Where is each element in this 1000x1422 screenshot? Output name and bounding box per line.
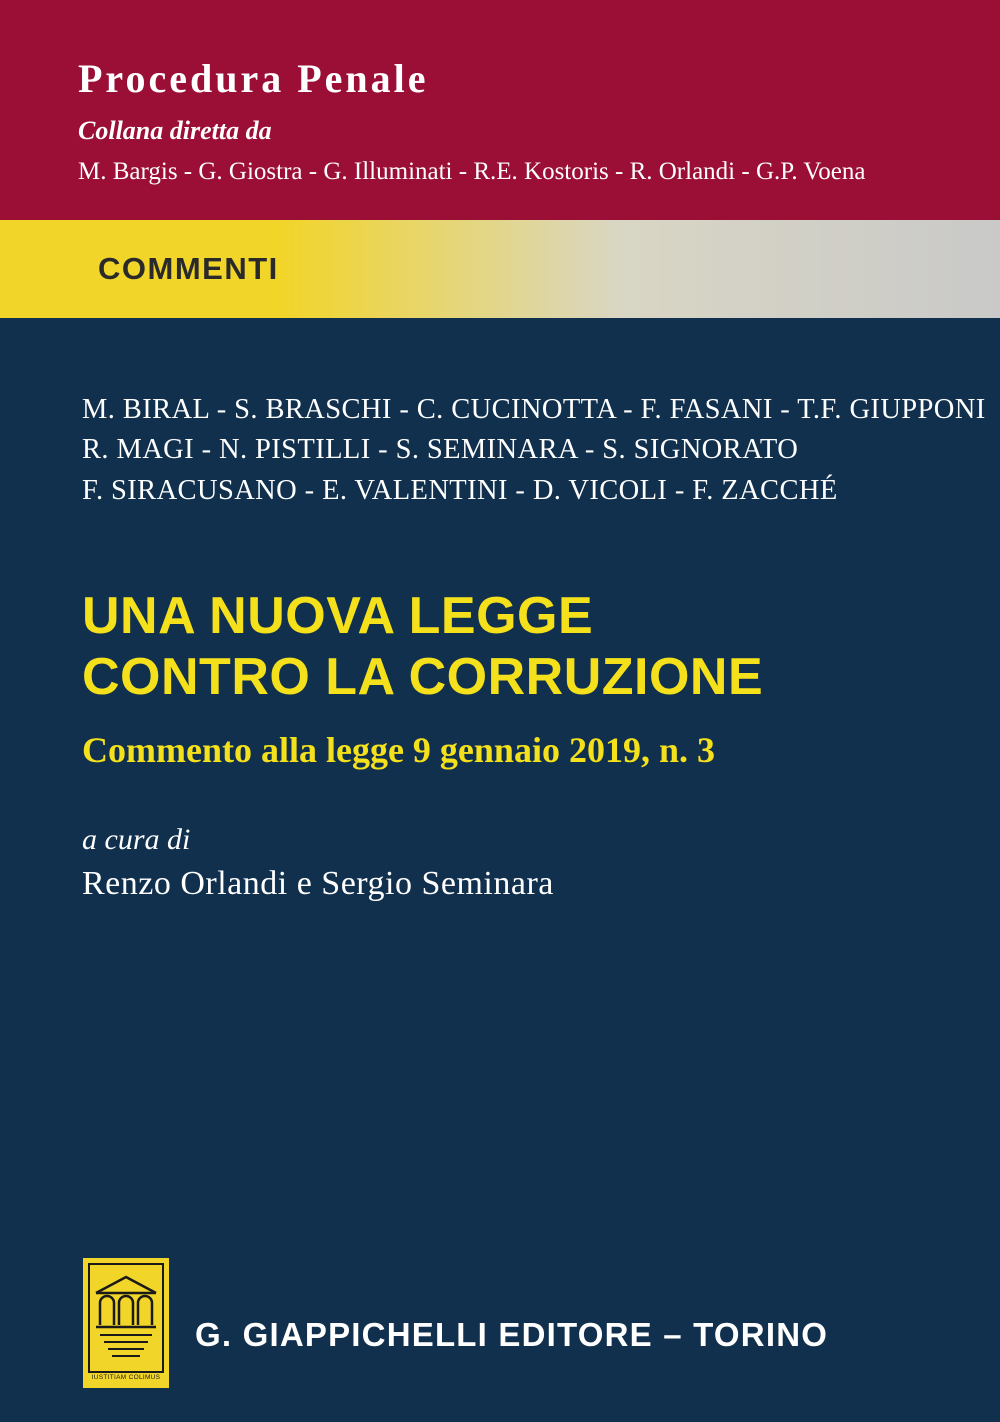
series-title: Procedura Penale [78,56,429,101]
publisher-row [0,1258,1000,1398]
book-title-line-1: UNA NUOVA LEGGE [82,587,594,645]
series-band [0,0,1000,220]
section-label: COMMENTI [98,251,279,286]
authors-line: F. SIRACUSANO - E. VALENTINI - D. VICOLI - F. ZACCHÉ [82,474,838,506]
authors-block [82,390,986,511]
publisher-name: G. GIAPPICHELLI EDITORE – TORINO [195,1316,829,1353]
publisher-logo-icon [83,1258,169,1388]
title-block [82,586,962,771]
series-editors: M. Bargis - G. Giostra - G. Illuminati - R.E. Kostoris - R. Orlandi - G.P. Voena [78,158,866,185]
book-title-line-2: CONTRO LA CORRUZIONE [82,648,764,707]
authors-line: M. BIRAL - S. BRASCHI - C. CUCINOTTA - F. FASANI - T.F. GIUPPONI [82,394,986,425]
cover-body [0,318,1000,1422]
book-subtitle: Commento alla legge 9 gennaio 2019, n. 3 [82,729,715,770]
curators-lead-label: a cura di [82,823,191,856]
section-band [0,220,1000,318]
publisher-logo-motto: IUSTITIAM COLIMUS [91,1374,161,1381]
curators-names: Renzo Orlandi e Sergio Seminara [82,865,554,902]
curators-block [82,823,882,903]
authors-line: R. MAGI - N. PISTILLI - S. SEMINARA - S. SIGNORATO [82,434,799,466]
series-directed-by-label: Collana diretta da [78,116,272,145]
